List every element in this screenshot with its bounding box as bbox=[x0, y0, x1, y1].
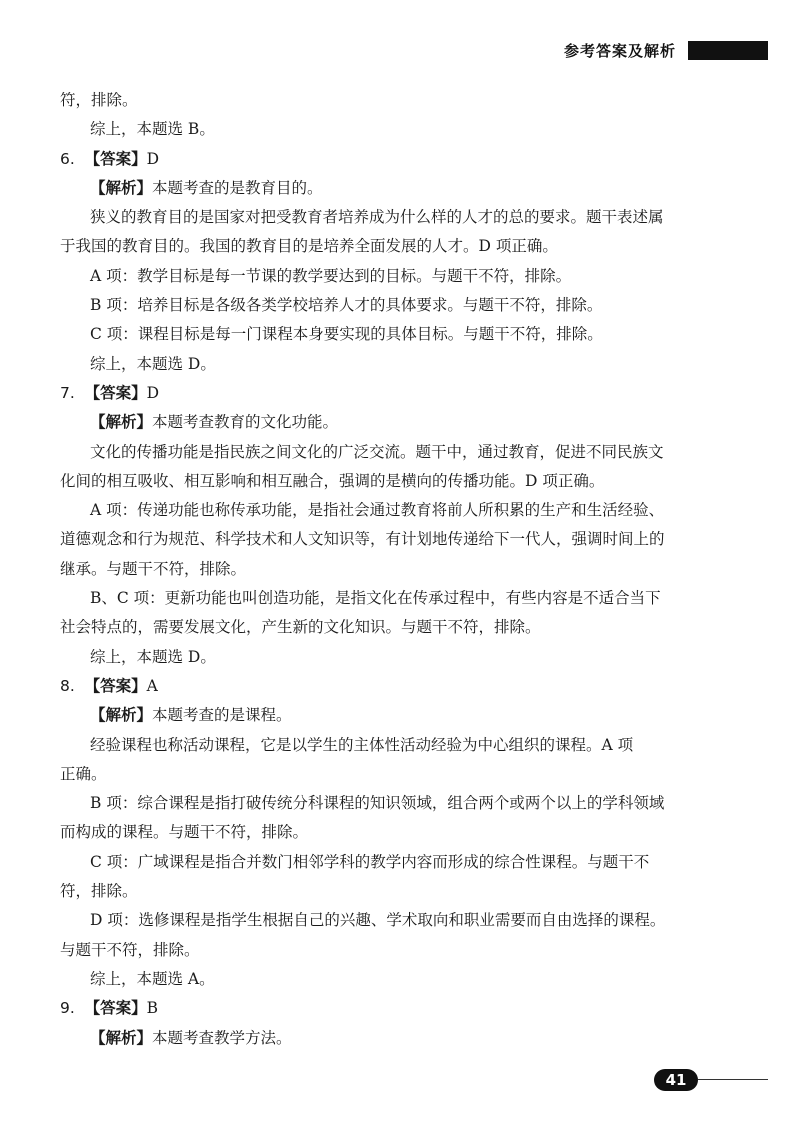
question-answer-line bbox=[60, 379, 700, 408]
paragraph-line bbox=[60, 906, 700, 935]
paragraph-line bbox=[60, 467, 700, 496]
question-number: 9. bbox=[60, 999, 75, 1018]
question-answer-line bbox=[60, 994, 700, 1023]
paragraph-line bbox=[60, 232, 700, 261]
bracket-label: 【答案】 bbox=[84, 999, 147, 1018]
line-text: B bbox=[146, 999, 159, 1018]
line-text: C 项：广域课程是指合并数门相邻学科的教学内容而形成的综合性课程。与题干不 bbox=[90, 852, 650, 871]
bracket-label: 【解析】 bbox=[90, 413, 153, 432]
analysis-heading-line bbox=[60, 1024, 700, 1053]
paragraph-line bbox=[60, 86, 700, 115]
line-text: 本题考查教育的文化功能。 bbox=[152, 413, 339, 432]
line-text: A bbox=[146, 676, 158, 695]
line-text: 继承。与题干不符，排除。 bbox=[60, 559, 247, 578]
header-black-bar bbox=[688, 41, 768, 60]
line-text: 文化的传播功能是指民族之间文化的广泛交流。题干中，通过教育，促进不同民族文 bbox=[90, 442, 664, 461]
line-text: 而构成的课程。与题干不符，排除。 bbox=[60, 823, 309, 842]
line-text: 本题考查的是课程。 bbox=[152, 706, 292, 725]
paragraph-line bbox=[60, 555, 700, 584]
question-number: 7. bbox=[60, 383, 75, 402]
line-text: 综上，本题选 B。 bbox=[90, 120, 215, 139]
paragraph-line bbox=[60, 438, 700, 467]
paragraph-line bbox=[60, 262, 700, 291]
line-text: 本题考查的是教育目的。 bbox=[152, 178, 323, 197]
line-text: B 项：培养目标是各级各类学校培养人才的具体要求。与题干不符，排除。 bbox=[90, 296, 603, 315]
bracket-label: 【答案】 bbox=[84, 676, 147, 695]
paragraph-line bbox=[60, 760, 700, 789]
paragraph-line bbox=[60, 613, 700, 642]
line-text: 化间的相互吸收、相互影响和相互融合，强调的是横向的传播功能。D 项正确。 bbox=[60, 471, 605, 490]
paragraph-line bbox=[60, 789, 700, 818]
line-text: D 项：选修课程是指学生根据自己的兴趣、学术取向和职业需要而自由选择的课程。 bbox=[90, 911, 666, 930]
line-text: 狭义的教育目的是国家对把受教育者培养成为什么样的人才的总的要求。题干表述属 bbox=[90, 208, 664, 227]
paragraph-line bbox=[60, 291, 700, 320]
bracket-label: 【答案】 bbox=[84, 149, 147, 168]
paragraph-line bbox=[60, 115, 700, 144]
bracket-label: 【答案】 bbox=[84, 383, 147, 402]
line-text: A 项：传递功能也称传承功能，是指社会通过教育将前人所积累的生产和生活经验、 bbox=[90, 501, 665, 520]
line-text: A 项：教学目标是每一节课的教学要达到的目标。与题干不符，排除。 bbox=[90, 266, 572, 285]
analysis-heading-line bbox=[60, 174, 700, 203]
line-text: D bbox=[146, 383, 160, 402]
paragraph-line bbox=[60, 965, 700, 994]
line-text: 经验课程也称活动课程，它是以学生的主体性活动经验为中心组织的课程。A 项 bbox=[90, 735, 634, 754]
line-text: 于我国的教育目的。我国的教育目的是培养全面发展的人才。D 项正确。 bbox=[60, 237, 558, 256]
paragraph-line bbox=[60, 818, 700, 847]
bracket-label: 【解析】 bbox=[90, 706, 153, 725]
paragraph-line bbox=[60, 203, 700, 232]
paragraph-line bbox=[60, 848, 700, 877]
line-text: 符，排除。 bbox=[60, 882, 138, 901]
paragraph-line bbox=[60, 643, 700, 672]
paragraph-line bbox=[60, 584, 700, 613]
line-text: B 项：综合课程是指打破传统分科课程的知识领域，组合两个或两个以上的学科领域 bbox=[90, 794, 665, 813]
line-text: 综上，本题选 D。 bbox=[90, 647, 216, 666]
line-text: 本题考查教学方法。 bbox=[152, 1028, 292, 1047]
line-text: 综上，本题选 A。 bbox=[90, 969, 215, 988]
line-text: 与题干不符，排除。 bbox=[60, 940, 200, 959]
question-number: 8. bbox=[60, 676, 75, 695]
page-header bbox=[0, 38, 800, 64]
line-text: 正确。 bbox=[60, 764, 107, 783]
paragraph-line bbox=[60, 877, 700, 906]
line-text: 符，排除。 bbox=[60, 91, 138, 109]
paragraph-line bbox=[60, 496, 700, 525]
question-answer-line bbox=[60, 672, 700, 701]
analysis-heading-line bbox=[60, 408, 700, 437]
question-answer-line bbox=[60, 145, 700, 174]
answer-content bbox=[60, 86, 700, 1053]
page-number: 41 bbox=[654, 1069, 698, 1091]
paragraph-line bbox=[60, 731, 700, 760]
header-title: 参考答案及解析 bbox=[563, 42, 676, 60]
footer-rule bbox=[698, 1079, 768, 1080]
paragraph-line bbox=[60, 525, 700, 554]
line-text: 道德观念和行为规范、科学技术和人文知识等，有计划地传递给下一代人，强调时间上的 bbox=[60, 530, 665, 549]
bracket-label: 【解析】 bbox=[90, 1028, 153, 1047]
paragraph-line bbox=[60, 936, 700, 965]
line-text: B、C 项：更新功能也叫创造功能，是指文化在传承过程中，有些内容是不适合当下 bbox=[90, 589, 661, 608]
analysis-heading-line bbox=[60, 701, 700, 730]
paragraph-line bbox=[60, 320, 700, 349]
line-text: C 项：课程目标是每一门课程本身要实现的具体目标。与题干不符，排除。 bbox=[90, 325, 603, 344]
paragraph-line bbox=[60, 350, 700, 379]
line-text: D bbox=[146, 149, 160, 168]
question-number: 6. bbox=[60, 149, 75, 168]
line-text: 社会特点的，需要发展文化，产生新的文化知识。与题干不符，排除。 bbox=[60, 618, 541, 637]
line-text: 综上，本题选 D。 bbox=[90, 354, 216, 373]
bracket-label: 【解析】 bbox=[90, 178, 153, 197]
